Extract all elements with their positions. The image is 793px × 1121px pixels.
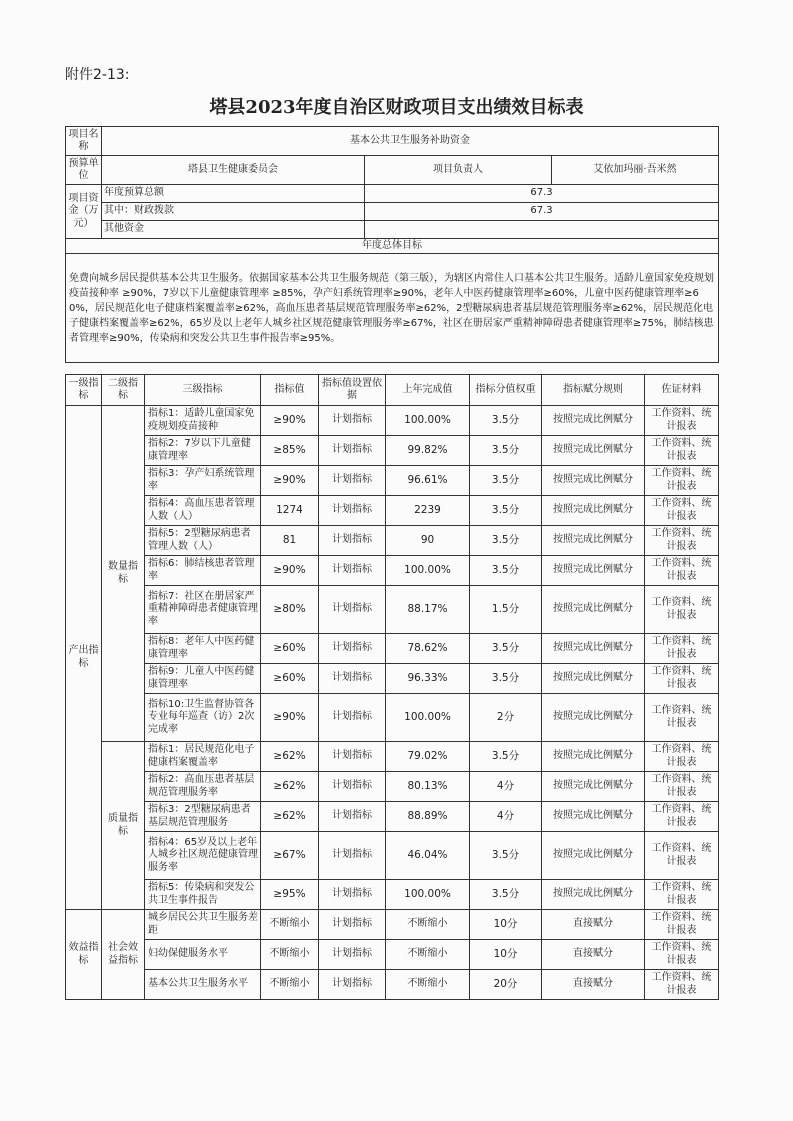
indicator-value: ≥60% <box>261 664 319 694</box>
indicator-basis: 计划指标 <box>319 694 386 742</box>
indicator-value: ≥80% <box>261 586 319 634</box>
indicator-weight: 10分 <box>470 910 542 940</box>
indicator-value: ≥95% <box>261 880 319 910</box>
indicator-rule: 直接赋分 <box>542 940 645 970</box>
group-output-indicators: 产出指标 <box>66 406 102 910</box>
indicator-rule: 按照完成比例赋分 <box>542 556 645 586</box>
indicator-rule: 按照完成比例赋分 <box>542 742 645 772</box>
funds-row-label: 其中：财政拨款 <box>102 203 365 221</box>
indicator-weight: 3.5分 <box>470 526 542 556</box>
indicator-basis: 计划指标 <box>319 496 386 526</box>
indicator-rule: 直接赋分 <box>542 910 645 940</box>
indicator-evidence: 工作资料、统计报表 <box>645 940 719 970</box>
indicator-last-year: 78.62% <box>386 634 470 664</box>
indicator-name: 指标1：居民规范化电子健康档案覆盖率 <box>145 742 261 772</box>
page-title: 塔县2023年度自治区财政项目支出绩效目标表 <box>209 97 584 118</box>
group-quality-indicators: 质量指标 <box>102 742 145 910</box>
indicator-last-year: 88.89% <box>386 802 470 832</box>
indicator-weight: 3.5分 <box>470 880 542 910</box>
indicator-basis: 计划指标 <box>319 466 386 496</box>
project-leader-value: 艾依加玛丽·吾米然 <box>552 156 719 185</box>
indicator-name: 指标3：孕产妇系统管理率 <box>145 466 261 496</box>
indicator-weight: 3.5分 <box>470 466 542 496</box>
indicator-basis: 计划指标 <box>319 556 386 586</box>
indicator-rule: 按照完成比例赋分 <box>542 526 645 556</box>
indicator-weight: 3.5分 <box>470 406 542 436</box>
indicator-last-year: 96.61% <box>386 466 470 496</box>
indicator-evidence: 工作资料、统计报表 <box>645 526 719 556</box>
group-quantity-indicators: 数量指标 <box>102 406 145 742</box>
indicator-evidence: 工作资料、统计报表 <box>645 466 719 496</box>
indicator-value: 不断缩小 <box>261 940 319 970</box>
column-header: 指标分值权重 <box>470 375 542 406</box>
indicator-name: 指标10:卫生监督协管各专业每年巡查（访）2次完成率 <box>145 694 261 742</box>
project-name-label: 项目名称 <box>66 127 102 156</box>
budget-unit-label: 预算单位 <box>66 156 102 185</box>
indicator-evidence: 工作资料、统计报表 <box>645 406 719 436</box>
indicator-rule: 按照完成比例赋分 <box>542 634 645 664</box>
indicator-value: ≥90% <box>261 694 319 742</box>
project-name-value: 基本公共卫生服务补助资金 <box>102 127 719 156</box>
indicator-last-year: 46.04% <box>386 832 470 880</box>
indicator-basis: 计划指标 <box>319 526 386 556</box>
indicator-rule: 按照完成比例赋分 <box>542 664 645 694</box>
indicator-basis: 计划指标 <box>319 802 386 832</box>
indicator-weight: 3.5分 <box>470 664 542 694</box>
column-header: 指标赋分规则 <box>542 375 645 406</box>
indicator-last-year: 100.00% <box>386 556 470 586</box>
indicator-rule: 按照完成比例赋分 <box>542 694 645 742</box>
indicator-evidence: 工作资料、统计报表 <box>645 586 719 634</box>
indicator-value: 1274 <box>261 496 319 526</box>
indicator-last-year: 90 <box>386 526 470 556</box>
indicator-evidence: 工作资料、统计报表 <box>645 742 719 772</box>
indicator-evidence: 工作资料、统计报表 <box>645 880 719 910</box>
indicator-weight: 3.5分 <box>470 634 542 664</box>
indicator-value: 不断缩小 <box>261 910 319 940</box>
indicator-basis: 计划指标 <box>319 970 386 1000</box>
indicator-evidence: 工作资料、统计报表 <box>645 694 719 742</box>
indicator-value: ≥90% <box>261 406 319 436</box>
indicator-value: ≥62% <box>261 772 319 802</box>
funds-row-label: 其他资金 <box>102 221 365 239</box>
indicator-name: 指标5：2型糖尿病患者管理人数（人） <box>145 526 261 556</box>
indicator-value: 不断缩小 <box>261 970 319 1000</box>
indicator-rule: 按照完成比例赋分 <box>542 880 645 910</box>
indicator-basis: 计划指标 <box>319 772 386 802</box>
indicator-basis: 计划指标 <box>319 742 386 772</box>
indicator-value: ≥62% <box>261 742 319 772</box>
indicator-last-year: 99.82% <box>386 436 470 466</box>
project-funds-label: 项目资金（万元） <box>66 185 102 239</box>
indicator-rule: 按照完成比例赋分 <box>542 832 645 880</box>
indicator-evidence: 工作资料、统计报表 <box>645 496 719 526</box>
group-benefit-indicators: 效益指标 <box>66 910 102 1000</box>
funds-row-label: 年度预算总额 <box>102 185 365 203</box>
indicator-name: 指标3：2型糖尿病患者基层规范管理服务 <box>145 802 261 832</box>
column-header: 指标值设置依据 <box>319 375 386 406</box>
indicator-value: ≥67% <box>261 832 319 880</box>
indicator-basis: 计划指标 <box>319 634 386 664</box>
indicator-name: 指标2：7岁以下儿童健康管理率 <box>145 436 261 466</box>
indicator-name: 指标4：65岁及以上老年人城乡社区规范健康管理服务率 <box>145 832 261 880</box>
attachment-label: 附件2-13: <box>65 67 130 83</box>
column-header: 佐证材料 <box>645 375 719 406</box>
indicator-basis: 计划指标 <box>319 436 386 466</box>
indicator-weight: 3.5分 <box>470 742 542 772</box>
indicator-last-year: 100.00% <box>386 694 470 742</box>
indicator-evidence: 工作资料、统计报表 <box>645 664 719 694</box>
indicator-evidence: 工作资料、统计报表 <box>645 910 719 940</box>
indicator-value: ≥90% <box>261 556 319 586</box>
project-info-table <box>65 126 719 363</box>
indicator-name: 指标9：儿童人中医药健康管理率 <box>145 664 261 694</box>
indicator-evidence: 工作资料、统计报表 <box>645 556 719 586</box>
indicator-last-year: 不断缩小 <box>386 910 470 940</box>
column-header: 指标值 <box>261 375 319 406</box>
indicator-evidence: 工作资料、统计报表 <box>645 772 719 802</box>
column-header: 上年完成值 <box>386 375 470 406</box>
indicator-value: 81 <box>261 526 319 556</box>
indicator-name: 城乡居民公共卫生服务差距 <box>145 910 261 940</box>
indicator-last-year: 100.00% <box>386 406 470 436</box>
column-header: 二级指标 <box>102 375 145 406</box>
indicator-last-year: 100.00% <box>386 880 470 910</box>
indicator-weight: 4分 <box>470 802 542 832</box>
indicator-last-year: 2239 <box>386 496 470 526</box>
indicator-basis: 计划指标 <box>319 940 386 970</box>
indicator-last-year: 不断缩小 <box>386 970 470 1000</box>
project-leader-label: 项目负责人 <box>365 156 552 185</box>
indicator-rule: 按照完成比例赋分 <box>542 496 645 526</box>
indicator-name: 妇幼保健服务水平 <box>145 940 261 970</box>
indicator-weight: 10分 <box>470 940 542 970</box>
indicator-name: 指标7：社区在册居家严重精神障碍患者健康管理率 <box>145 586 261 634</box>
indicator-weight: 20分 <box>470 970 542 1000</box>
indicator-value: ≥90% <box>261 466 319 496</box>
indicator-basis: 计划指标 <box>319 910 386 940</box>
column-header: 三级指标 <box>145 375 261 406</box>
indicator-name: 指标8：老年人中医药健康管理率 <box>145 634 261 664</box>
indicator-basis: 计划指标 <box>319 406 386 436</box>
indicator-value: ≥85% <box>261 436 319 466</box>
indicator-basis: 计划指标 <box>319 880 386 910</box>
indicator-last-year: 96.33% <box>386 664 470 694</box>
indicator-basis: 计划指标 <box>319 664 386 694</box>
indicator-basis: 计划指标 <box>319 586 386 634</box>
indicator-weight: 3.5分 <box>470 556 542 586</box>
indicator-name: 指标1：适龄儿童国家免疫规划疫苗接种 <box>145 406 261 436</box>
indicator-evidence: 工作资料、统计报表 <box>645 634 719 664</box>
indicator-last-year: 79.02% <box>386 742 470 772</box>
indicator-rule: 按照完成比例赋分 <box>542 802 645 832</box>
performance-indicators-table <box>65 374 719 1000</box>
overall-goal-text: 免费向城乡居民提供基本公共卫生服务。依据国家基本公共卫生服务规范（第三版），为辖区内常住人口基本公共卫生服务。适龄儿童国家免疫规划疫苗接种率 ≥90%，7岁以下儿童健康管理率 ≥85%，孕产妇系统管理率≥90%，老年人中医药健康管理率≥60%，儿童中医药健康管理率≥60%，居民规范化电子健康档案覆盖率≥62%，高血压患者基层规范管理服务率≥62%，2型糖尿病患者基层规范管理服务率≥62%，居民规范化电子健康档案覆盖率≥62%，65岁及以上老年人城乡社区规范健康管理服务率≥67%，社区在册居家严重精神障碍患者健康管理率≥75%，肺结核患者管理率≥90%，传染病和突发公共卫生事件报告率≥95%。 <box>66 254 719 363</box>
indicator-rule: 按照完成比例赋分 <box>542 466 645 496</box>
indicator-evidence: 工作资料、统计报表 <box>645 802 719 832</box>
budget-unit-value: 塔县卫生健康委员会 <box>102 156 365 185</box>
indicator-rule: 按照完成比例赋分 <box>542 406 645 436</box>
indicator-rule: 直接赋分 <box>542 970 645 1000</box>
indicator-weight: 3.5分 <box>470 496 542 526</box>
indicator-evidence: 工作资料、统计报表 <box>645 436 719 466</box>
indicator-rule: 按照完成比例赋分 <box>542 586 645 634</box>
indicator-name: 指标6：肺结核患者管理率 <box>145 556 261 586</box>
indicator-evidence: 工作资料、统计报表 <box>645 970 719 1000</box>
indicator-weight: 2分 <box>470 694 542 742</box>
indicator-name: 指标4：高血压患者管理人数（人） <box>145 496 261 526</box>
indicator-rule: 按照完成比例赋分 <box>542 772 645 802</box>
column-header: 一级指标 <box>66 375 102 406</box>
group-social-benefit-indicators: 社会效益指标 <box>102 910 145 1000</box>
indicator-weight: 3.5分 <box>470 832 542 880</box>
overall-goal-label: 年度总体目标 <box>66 239 719 254</box>
indicator-last-year: 80.13% <box>386 772 470 802</box>
indicator-weight: 4分 <box>470 772 542 802</box>
indicator-last-year: 88.17% <box>386 586 470 634</box>
funds-row-value: 67.3 <box>365 185 719 203</box>
indicator-name: 基本公共卫生服务水平 <box>145 970 261 1000</box>
indicator-name: 指标5：传染病和突发公共卫生事件报告 <box>145 880 261 910</box>
indicator-evidence: 工作资料、统计报表 <box>645 832 719 880</box>
indicator-weight: 1.5分 <box>470 586 542 634</box>
indicator-name: 指标2：高血压患者基层规范管理服务率 <box>145 772 261 802</box>
indicator-rule: 按照完成比例赋分 <box>542 436 645 466</box>
funds-row-value <box>365 221 719 239</box>
indicator-value: ≥62% <box>261 802 319 832</box>
indicator-value: ≥60% <box>261 634 319 664</box>
indicator-basis: 计划指标 <box>319 832 386 880</box>
indicator-last-year: 不断缩小 <box>386 940 470 970</box>
indicator-weight: 3.5分 <box>470 436 542 466</box>
funds-row-value: 67.3 <box>365 203 719 221</box>
